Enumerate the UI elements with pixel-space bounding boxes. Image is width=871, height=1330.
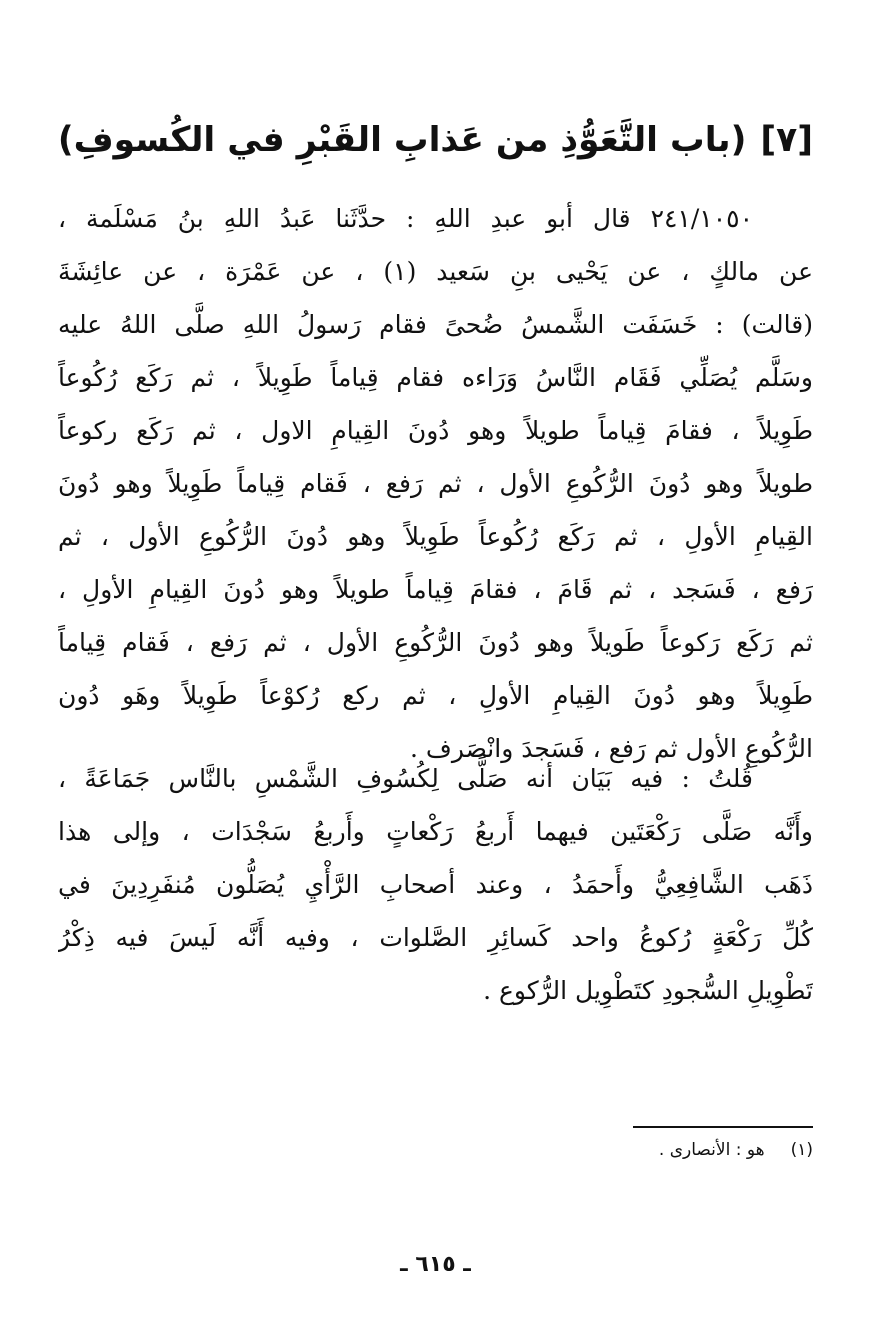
commentary-line: كُلِّ رَكْعَةٍ رُكوعُ واحد كَسائِرِ الصَّلوات ، وفيه أَنَّه لَيسَ فيه ذِكْرُ	[58, 923, 813, 952]
hadith-line: القِيامِ الأولِ ، ثم رَكَع رُكُوعاً طَوِيلاً وهو دُونَ الرُّكُوعِ الأول ، ثم	[58, 522, 813, 551]
hadith-text	[58, 192, 813, 775]
footnote	[413, 1135, 813, 1165]
commentary-line: تَطْوِيلِ السُّجودِ كتَطْوِيل الرُّكوع .	[483, 976, 813, 1005]
footnote-marker: (١)	[790, 1140, 813, 1160]
footnote-divider	[633, 1126, 813, 1128]
chapter-number: [٧]	[760, 120, 813, 160]
chapter-heading	[53, 112, 813, 168]
commentary-line: قُلتُ : فيه بَيَان أنه صَلَّى لِكُسُوفِ الشَّمْسِ بالنَّاس جَمَاعَةً ،	[58, 764, 753, 793]
commentary-text	[58, 752, 813, 1017]
chapter-title: (باب التَّعَوُّذِ من عَذابِ القَبْرِ في الكُسوفِ)	[57, 120, 747, 160]
commentary-line: وأَنَّه صَلَّى رَكْعَتَين فيهما أَربعُ رَكْعاتٍ وأَربعُ سَجْدَات ، وإلى هذا	[58, 817, 813, 846]
hadith-line: طويلاً وهو دُونَ الرُّكُوعِ الأول ، ثم رَفع ، فَقام قِياماً طَوِيلاً وهو دُونَ	[58, 469, 813, 498]
hadith-line: طَوِيلاً ، فقامَ قِياماً طويلاً وهو دُونَ القِيامِ الاول ، ثم رَكَع ركوعاً	[58, 416, 813, 445]
hadith-line: رَفع ، فَسَجد ، ثم قَامَ ، فقامَ قِياماً طويلاً وهو دُونَ القِيامِ الأولِ ،	[58, 575, 813, 604]
page-number: ـ ٦١٥ ـ	[400, 1252, 471, 1277]
hadith-line: ثم رَكَع رَكوعاً طَويلاً وهو دُونَ الرُّكُوعِ الأول ، ثم رَفع ، فَقام قِياماً	[58, 628, 813, 657]
hadith-line: طَوِيلاً وهو دُونَ القِيامِ الأولِ ، ثم ركع رُكوْعاً طَوِيلاً وهَو دُون	[58, 681, 813, 710]
hadith-line: عن مالكٍ ، عن يَحْيى بنِ سَعيد (١) ، عن عَمْرَة ، عن عائِشَةَ	[58, 257, 813, 286]
hadith-line: ٢٤١/١٠٥٠ قال أبو عبدِ اللهِ : حدَّثَنا عَبدُ اللهِ بنُ مَسْلَمة ،	[58, 204, 753, 233]
hadith-line: وسَلَّم يُصَلِّي فَقَام النَّاسُ وَرَاءه فقام قِياماً طَوِيلاً ، ثم رَكَع رُكُوعاً	[58, 363, 813, 392]
footnote-text: هو : الأنصارى .	[658, 1140, 765, 1160]
hadith-line: (قالت) : خَسَفَت الشَّمسُ ضُحىً فقام رَسولُ اللهِ صلَّى اللهُ عليه	[58, 310, 813, 339]
commentary-line: ذَهَب الشَّافِعِيُّ وأَحمَدُ ، وعند أصحابِ الرَّأْيِ يُصَلُّون مُنفَرِدِينَ في	[58, 870, 813, 899]
hadith-line: الرُّكُوعِ الأول ثم رَفع ، فَسَجدَ وانْصَرف .	[410, 734, 813, 763]
